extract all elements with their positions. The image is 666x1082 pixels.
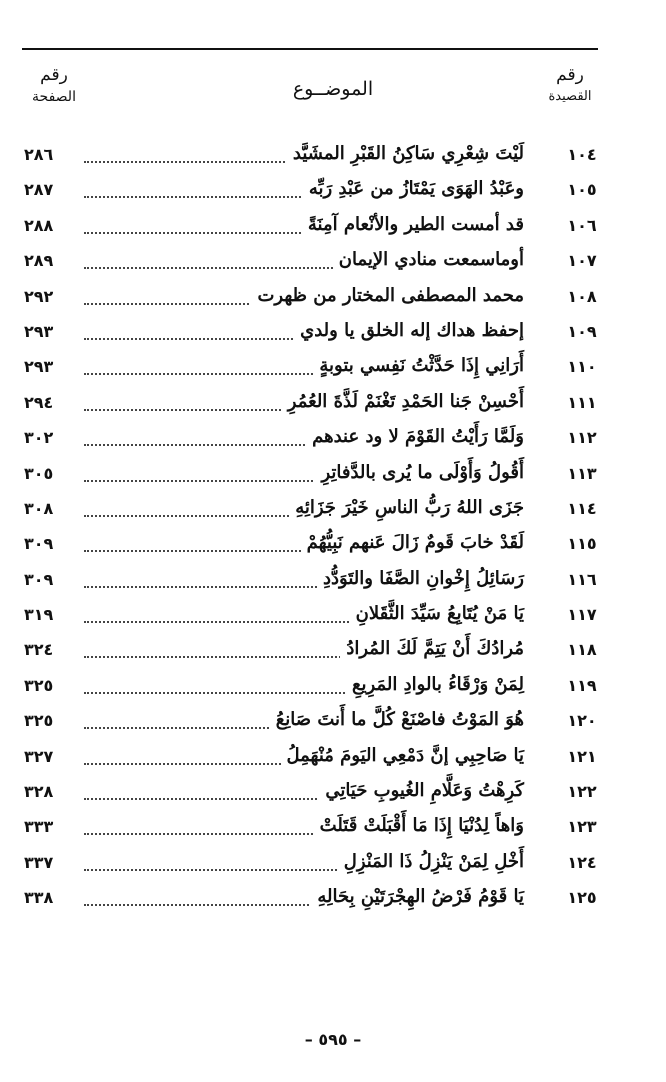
poem-number: ١١٤ [567,498,597,518]
page-number: ٢٩٤ [24,392,54,412]
poem-title: إحفظ هداك إله الخلق يا ولدي [294,320,524,341]
poem-title: لِمَنْ وَرْقَاءُ بالوادِ المَرِيعِ [346,674,524,695]
poem-number: ١٢٤ [567,852,597,872]
page-number: ٢٩٣ [24,321,54,341]
poem-number: ١٢٢ [567,782,597,802]
poem-title: مُرادُكَ أَنْ يَتِمَّ لَكَ المُرادُ [340,638,524,659]
toc-list [24,142,600,921]
toc-row [24,673,600,708]
toc-row [24,637,600,672]
toc-row [24,213,600,248]
toc-row [24,284,600,319]
toc-row [24,850,600,885]
poem-title: يَا قَوْمُ فَرْضُ الهِجْرَتَيْنِ بِحَالِهِ [311,886,524,907]
toc-row [24,177,600,212]
poem-title: يَا صَاحِبِي إنَّ دَمْعِي اليَومَ مُنْهَمِلُ [281,745,525,766]
poem-title: أوماسمعت منادي الإيمان [333,249,524,270]
header-poem-number-label-2: القصيدة [548,89,592,104]
poem-number: ١٠٥ [567,180,597,200]
page-number: ٣٣٣ [24,817,54,837]
poem-number: ١٠٩ [567,321,597,341]
page-number: ٢٨٦ [24,145,54,164]
poem-title: محمد المصطفى المختار من ظهرت [251,285,524,306]
page-number: ٣٢٨ [24,782,54,802]
toc-row [24,779,600,814]
poem-number: ١٠٦ [567,215,597,235]
page-number: ٣٣٨ [24,888,54,908]
poem-title: رَسَائِلُ إِخْوانِ الصَّفَا والتَوَدُّدِ [317,568,524,589]
poem-title: وَاهاً لِدُنْيَا إِذَا مَا أَقْبَلَتْ قَتَلَتْ [314,815,524,836]
poem-number: ١٠٧ [567,251,597,271]
poem-title: وعَبْدُ الهَوَى يَمْتَازُ من عَبْدِ رَبِّه [303,178,524,199]
poem-number: ١٢٣ [567,817,597,837]
toc-row [24,425,600,460]
poem-title: يَا مَنْ يُتَابِعُ سَيِّدَ الثَّقَلانِ [350,603,524,624]
poem-number: ١١٥ [567,534,597,554]
page-number: ٣٠٢ [24,428,54,448]
page-number: ٣٠٥ [24,463,54,483]
poem-title: أَخْلِ لِمَنْ يَنْزِلُ ذَا المَنْزِلِ [338,851,524,872]
poem-number: ١١٦ [567,569,597,589]
poem-title: جَزَى اللهُ رَبُّ الناسِ خَيْرَ جَزَائِهِ [289,497,524,518]
toc-row [24,496,600,531]
poem-number: ١١٢ [567,428,597,448]
toc-row [24,885,600,920]
toc-row [24,461,600,496]
poem-title: قد أمست الطير والأنْعام آمِنَةً [302,214,524,235]
poem-title: أَحْسِنْ جَنا الحَمْدِ تَغْنَمْ لَذَّةَ العُمُرِ [282,391,524,412]
poem-title: وَلَمَّا رَأَيْتُ القَوْمَ لا ود عندهم [306,426,524,447]
poem-title: لَيْتَ شِعْرِي سَاكِنُ القَبْرِ المشَيَّد [287,143,524,164]
poem-title: هُوَ المَوْتُ فاصْنَعْ كُلَّ ما أَنتَ صَانِعُ [270,709,524,730]
header-page-number-label-2: الصفحة [32,89,76,105]
poem-title: لَقَدْ خابَ قَومٌ زَالَ عَنهم نَبِيُّهُمْ [301,532,524,553]
page-number: ٢٨٨ [24,215,54,235]
page-number: ٢٨٧ [24,180,54,200]
page-number: ٣٠٩ [24,569,54,589]
poem-number: ١١٧ [567,605,597,625]
poem-number: ١٢٥ [567,888,597,908]
toc-row [24,567,600,602]
poem-number: ١١٩ [567,675,597,695]
poem-number: ١١٨ [567,640,597,660]
toc-row [24,744,600,779]
poem-number: ١٢٠ [567,711,597,731]
toc-row [24,602,600,637]
page-number: ٣٣٧ [24,852,54,872]
footer-page-number: – ٥٩٥ – [304,1030,362,1049]
page-number: ٢٩٢ [24,286,54,306]
poem-title: كَرِهْتُ وَعَلَّامِ الغُيوبِ حَيَاتِي [319,780,524,801]
page-number: ٣١٩ [24,605,54,625]
toc-row [24,708,600,743]
page-number: ٢٩٣ [24,357,54,377]
page-number: ٢٨٩ [24,251,54,271]
poem-number: ١١١ [567,392,597,412]
toc-row [24,814,600,849]
poem-number: ١٠٤ [567,145,597,164]
page-number: ٣٠٨ [24,498,54,518]
page-number: ٣٠٩ [24,534,54,554]
poem-title: أَقُولُ وَأَوْلَى ما يُرى بالدَّفاتِرِ [315,462,524,483]
poem-title: أَرَانِي إِذَا حَدَّثْتُ نَفِسي بتوبةٍ [313,355,524,376]
top-rule [22,48,598,50]
toc-row [24,319,600,354]
toc-row [24,531,600,566]
toc-row [24,390,600,425]
header-poem-number [540,64,600,108]
poem-number: ١٢١ [567,746,597,766]
page-number: ٣٢٥ [24,675,54,695]
header-poem-number-label-1: رقم [556,65,584,85]
page-number: ٣٢٤ [24,640,54,660]
header-page-number [24,64,84,108]
poem-number: ١١٣ [567,463,597,483]
page-number: ٣٢٥ [24,711,54,731]
toc-row [24,142,600,177]
header-subject: الموضــوع [292,78,374,100]
header-page-number-label-1: رقم [40,65,68,85]
toc-row [24,248,600,283]
poem-number: ١١٠ [567,357,597,377]
page-number: ٣٢٧ [24,746,54,766]
toc-row [24,354,600,389]
poem-number: ١٠٨ [567,286,597,306]
